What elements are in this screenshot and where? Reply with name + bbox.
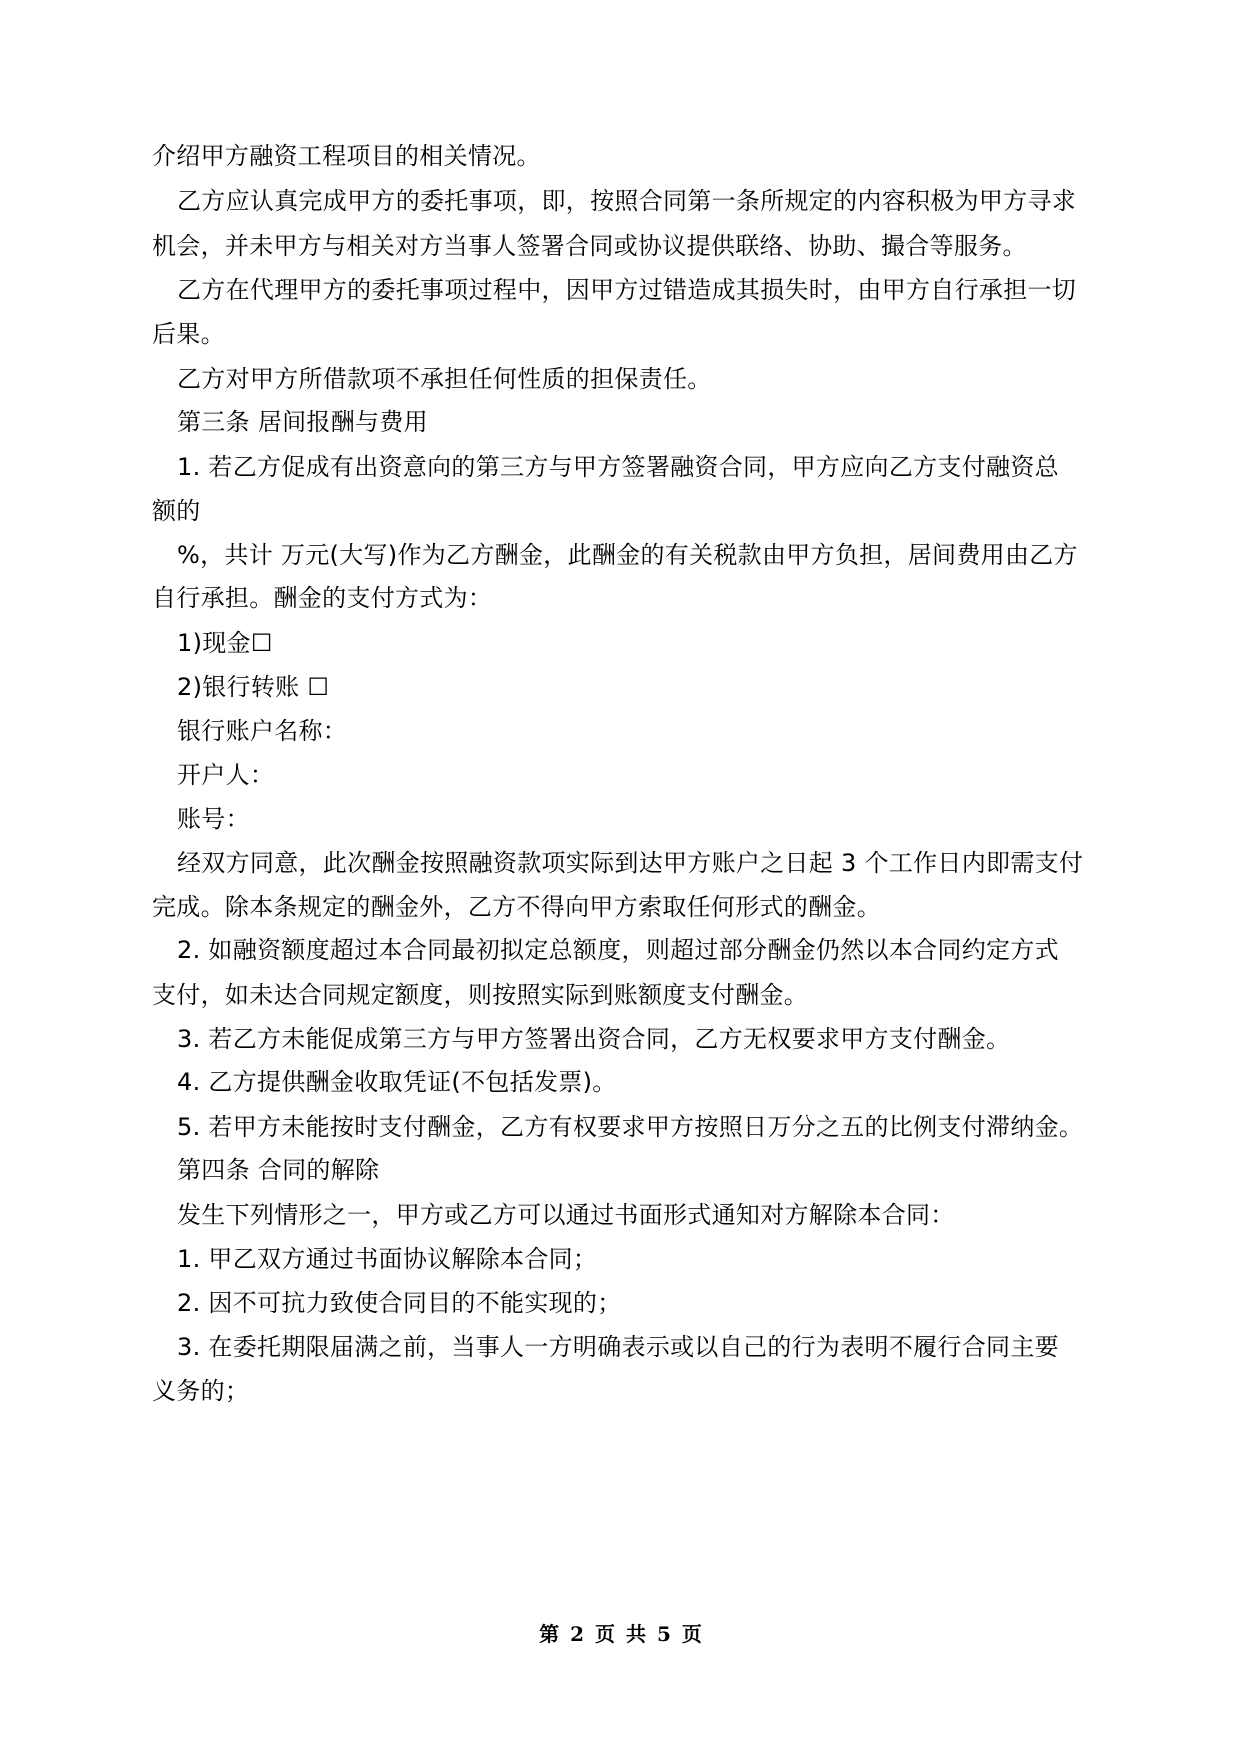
body-text-line: 2. 因不可抗力致使合同目的不能实现的； — [177, 1289, 622, 1317]
body-text-line: 乙方应认真完成甲方的委托事项，即，按照合同第一条所规定的内容积极为甲方寻求 — [177, 187, 1077, 215]
body-text-line: 义务的； — [152, 1377, 250, 1405]
body-text-line: 4. 乙方提供酬金收取凭证(不包括发票)。 — [177, 1068, 617, 1096]
body-text-line: 3. 在委托期限届满之前，当事人一方明确表示或以自己的行为表明不履行合同主要 — [177, 1333, 1059, 1361]
body-text-line: 介绍甲方融资工程项目的相关情况。 — [152, 142, 541, 170]
bank-account-name-label: 银行账户名称： — [177, 717, 348, 745]
account-number-label: 账号： — [177, 805, 250, 833]
payment-option-cash: 1)现金☐ — [177, 629, 273, 657]
body-text-line: 支付，如未达合同规定额度，则按照实际到账额度支付酬金。 — [152, 981, 809, 1009]
section-heading: 第四条 合同的解除 — [177, 1156, 380, 1184]
body-text-line: 乙方在代理甲方的委托事项过程中，因甲方过错造成其损失时，由甲方自行承担一切 — [177, 276, 1077, 304]
body-text-line: 2. 如融资额度超过本合同最初拟定总额度，则超过部分酬金仍然以本合同约定方式 — [177, 936, 1059, 964]
body-text-line: 完成。除本条规定的酬金外，乙方不得向甲方索取任何形式的酬金。 — [152, 893, 881, 921]
section-heading: 第三条 居间报酬与费用 — [177, 408, 428, 436]
body-text-line: 3. 若乙方未能促成第三方与甲方签署出资合同，乙方无权要求甲方支付酬金。 — [177, 1025, 1011, 1053]
body-text-line: 经双方同意，此次酬金按照融资款项实际到达甲方账户之日起 3 个工作日内即需支付 — [177, 849, 1084, 877]
body-text-line: 机会，并未甲方与相关对方当事人签署合同或协议提供联络、协助、撮合等服务。 — [152, 232, 1027, 260]
account-holder-label: 开户人： — [177, 761, 275, 789]
payment-option-transfer: 2)银行转账 ☐ — [177, 673, 330, 701]
body-text-line: 后果。 — [152, 320, 225, 348]
body-text-line: 5. 若甲方未能按时支付酬金，乙方有权要求甲方按照日万分之五的比例支付滞纳金。 — [177, 1113, 1084, 1141]
body-text-line: %，共计 万元(大写)作为乙方酬金，此酬金的有关税款由甲方负担，居间费用由乙方 — [177, 541, 1078, 569]
body-text-line: 自行承担。酬金的支付方式为： — [152, 584, 493, 612]
body-text-line: 乙方对甲方所借款项不承担任何性质的担保责任。 — [177, 365, 712, 393]
body-text-line: 1. 若乙方促成有出资意向的第三方与甲方签署融资合同，甲方应向乙方支付融资总 — [177, 453, 1059, 481]
body-text-line: 发生下列情形之一，甲方或乙方可以通过书面形式通知对方解除本合同： — [177, 1201, 955, 1229]
body-text-line: 1. 甲乙双方通过书面协议解除本合同； — [177, 1245, 598, 1273]
page-number-footer: 第 2 页 共 5 页 — [539, 1622, 702, 1646]
body-text-line: 额的 — [152, 497, 201, 525]
